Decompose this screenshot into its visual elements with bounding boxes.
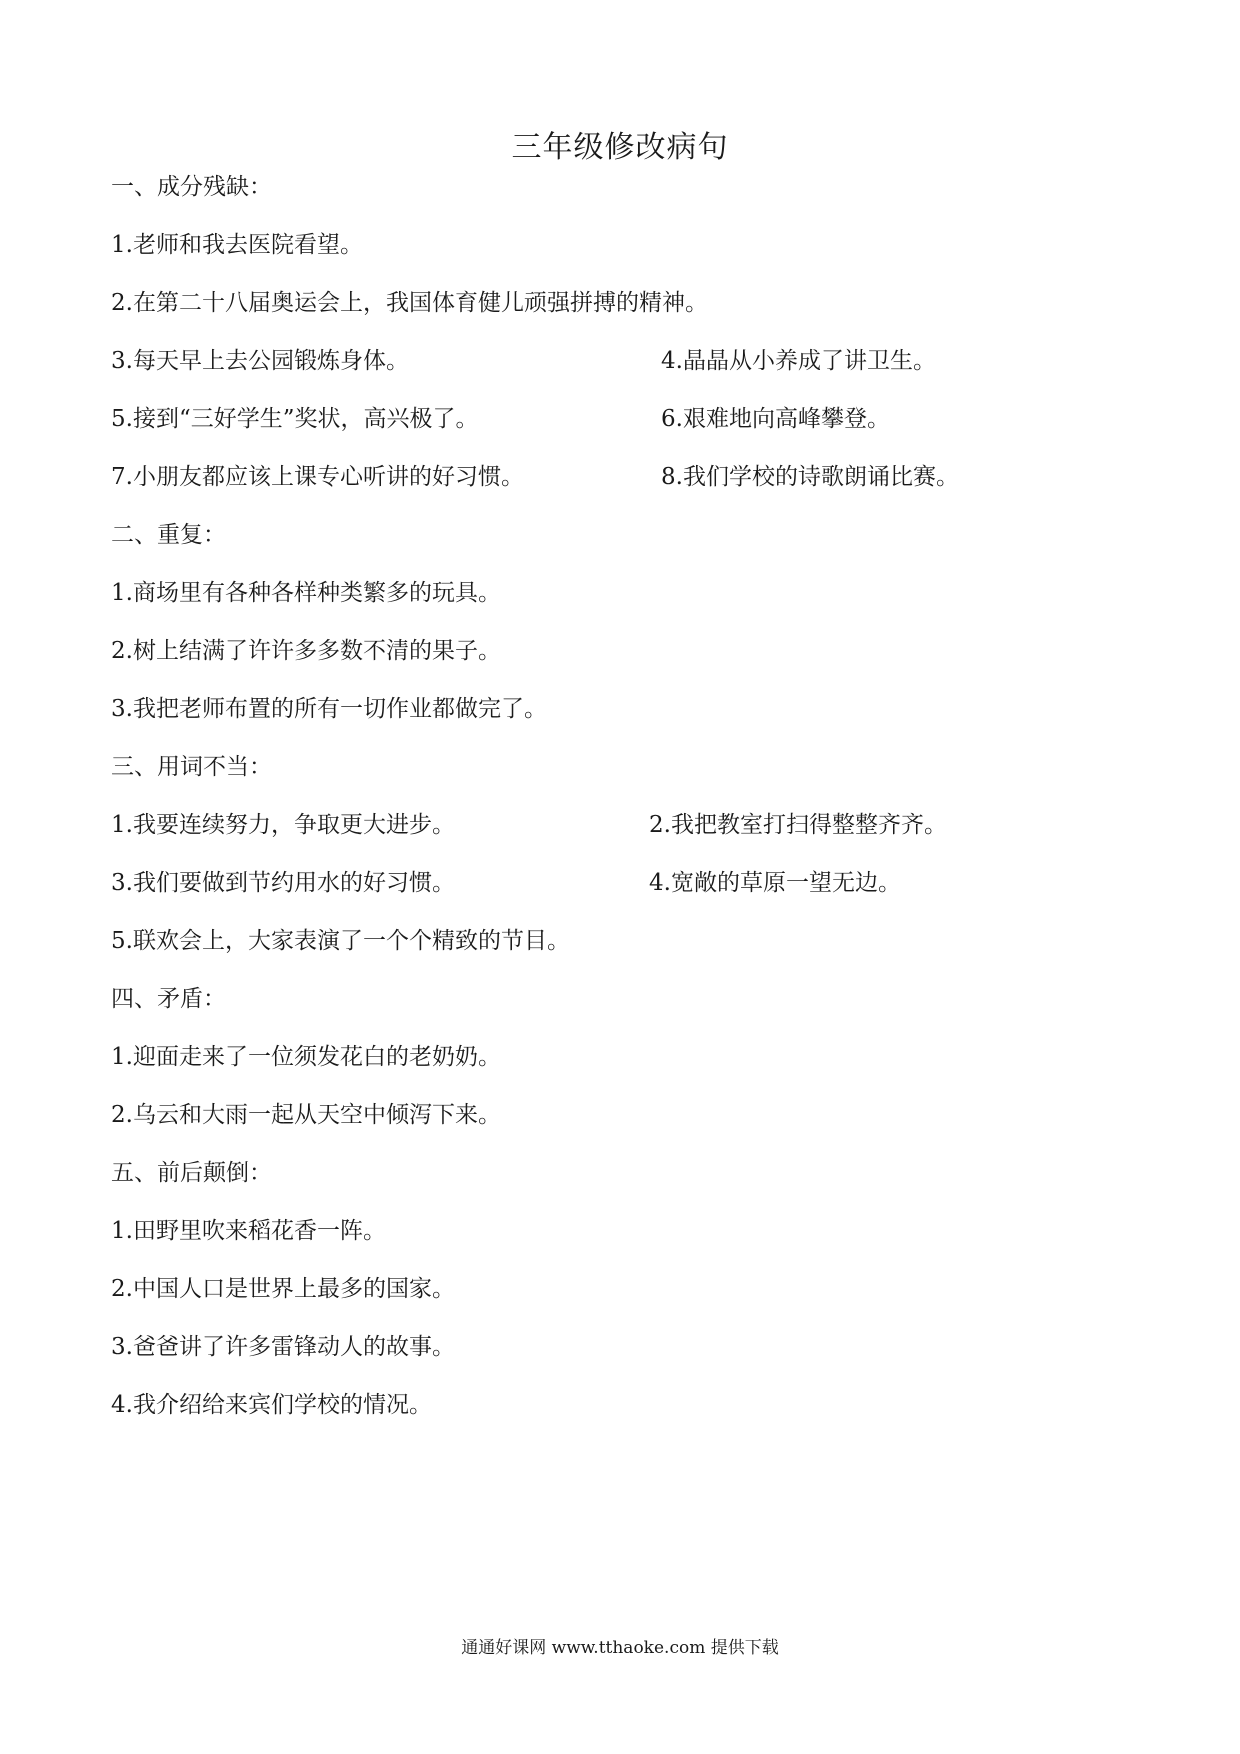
list-item: 3.爸爸讲了许多雷锋动人的故事。 <box>111 1334 455 1360</box>
list-item: 3.我把老师布置的所有一切作业都做完了。 <box>111 696 547 722</box>
list-item: 7.小朋友都应该上课专心听讲的好习惯。 <box>111 464 524 490</box>
list-item: 1.田野里吹来稻花香一阵。 <box>111 1218 386 1244</box>
footer-source-note: 通通好课网 www.tthaoke.com 提供下载 <box>461 1638 779 1658</box>
section-heading: 五、前后颠倒： <box>111 1160 272 1186</box>
list-item: 3.我们要做到节约用水的好习惯。 <box>111 870 455 896</box>
list-item: 2.树上结满了许许多多数不清的果子。 <box>111 638 501 664</box>
list-item: 2.乌云和大雨一起从天空中倾泻下来。 <box>111 1102 501 1128</box>
list-item: 2.中国人口是世界上最多的国家。 <box>111 1276 455 1302</box>
list-item: 1.迎面走来了一位须发花白的老奶奶。 <box>111 1044 501 1070</box>
section-heading: 四、矛盾： <box>111 986 226 1012</box>
list-item: 2.在第二十八届奥运会上，我国体育健儿顽强拼搏的精神。 <box>111 290 708 316</box>
list-item: 5.联欢会上，大家表演了一个个精致的节目。 <box>111 928 570 954</box>
list-item: 1.老师和我去医院看望。 <box>111 232 363 258</box>
list-item: 6.艰难地向高峰攀登。 <box>661 406 890 432</box>
section-heading: 一、成分残缺： <box>111 174 272 200</box>
list-item: 3.每天早上去公园锻炼身体。 <box>111 348 409 374</box>
list-item: 5.接到“三好学生”奖状，高兴极了。 <box>111 406 479 432</box>
list-item: 1.我要连续努力，争取更大进步。 <box>111 812 455 838</box>
list-item: 4.我介绍给来宾们学校的情况。 <box>111 1392 432 1418</box>
list-item: 4.宽敞的草原一望无边。 <box>649 870 901 896</box>
section-heading: 三、用词不当： <box>111 754 272 780</box>
list-item: 2.我把教室打扫得整整齐齐。 <box>649 812 947 838</box>
list-item: 8.我们学校的诗歌朗诵比赛。 <box>661 464 959 490</box>
page-title: 三年级修改病句 <box>511 130 729 165</box>
section-heading: 二、重复： <box>111 522 226 548</box>
list-item: 4.晶晶从小养成了讲卫生。 <box>661 348 936 374</box>
list-item: 1.商场里有各种各样种类繁多的玩具。 <box>111 580 501 606</box>
